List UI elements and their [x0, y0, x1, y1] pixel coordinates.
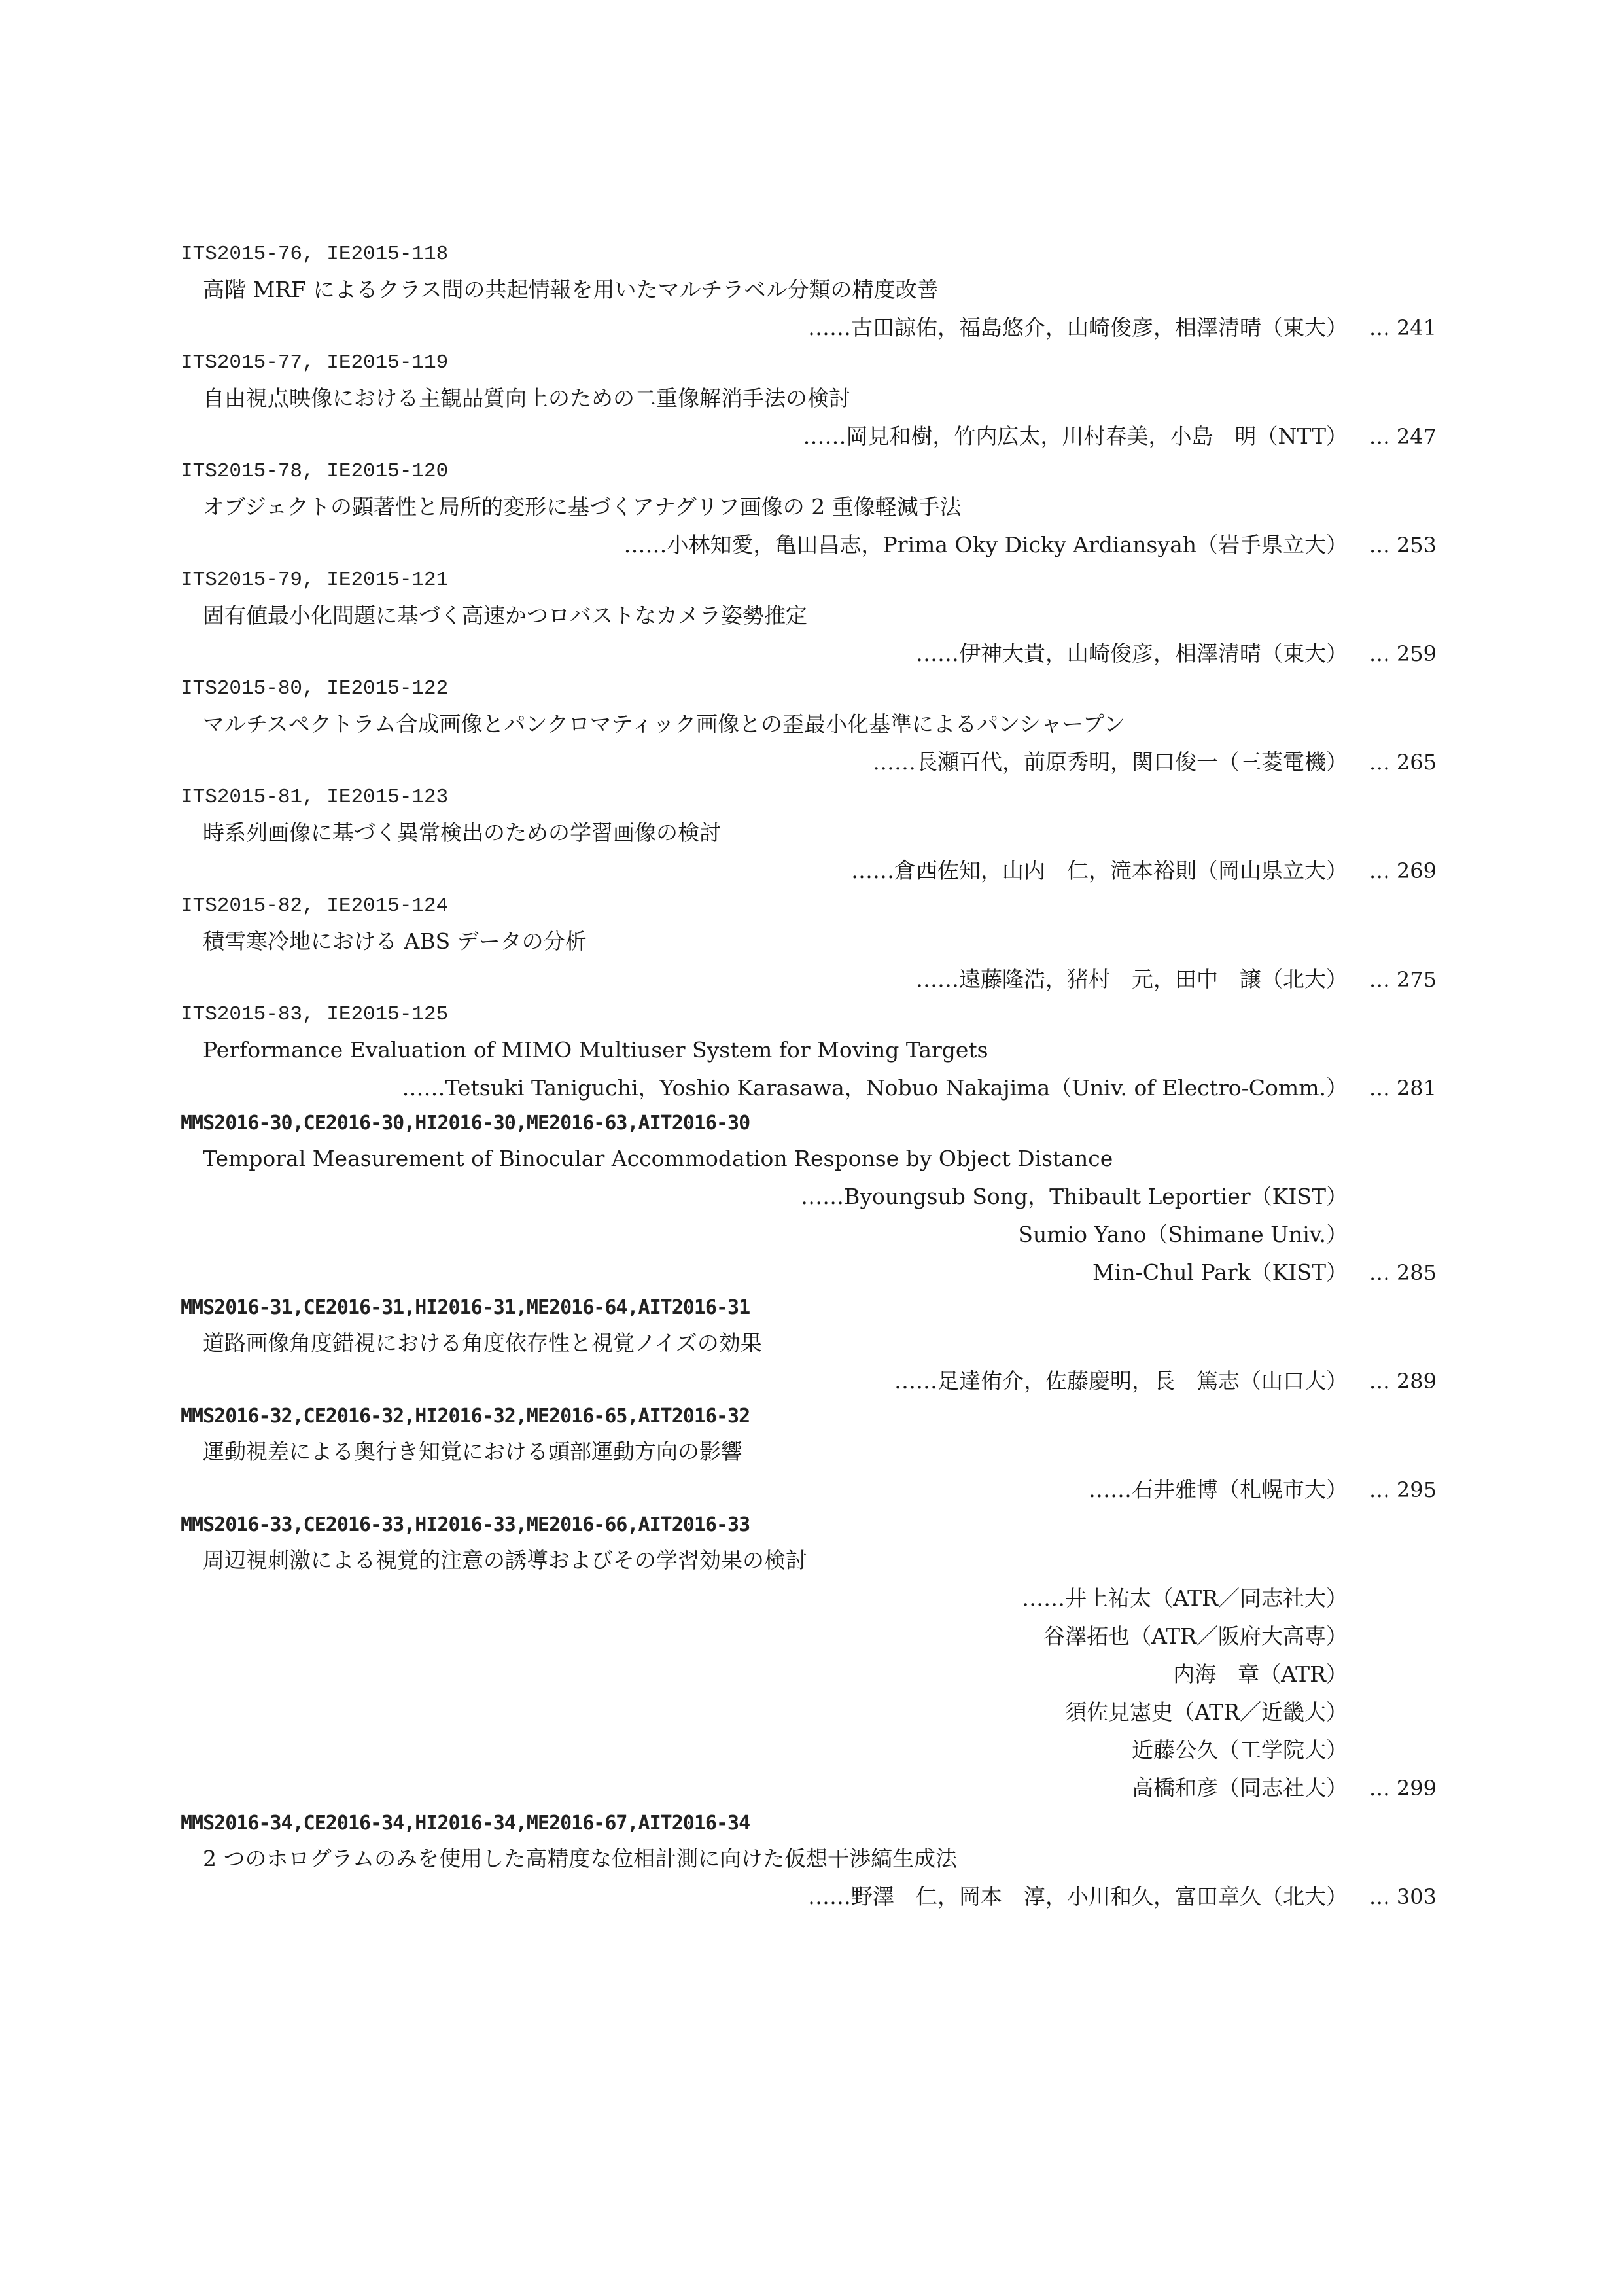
paper-title: 周辺視刺激による視覚的注意の誘導およびその学習効果の検討 [203, 1547, 807, 1573]
author-line [181, 1362, 1437, 1400]
author-names: ……遠藤隆浩，猪村 元，田中 譲（北大） [916, 966, 1348, 992]
paper-code: ITS2015-83, IE2015-125 [181, 1003, 449, 1026]
author-names: Min-Chul Park（KIST） [1092, 1260, 1348, 1285]
page-number: … 265 [1369, 750, 1437, 775]
paper-title: 高階 MRF によるクラス間の共起情報を用いたマルチラベル分類の精度改善 [203, 277, 939, 302]
page-number: … 281 [1369, 1076, 1437, 1101]
page-number: … 259 [1369, 641, 1437, 666]
author-names: 内海 章（ATR） [1173, 1661, 1348, 1687]
author-names: ……Byoungsub Song，Thibault Leportier（KIST） [801, 1184, 1348, 1209]
paper-title: 2 つのホログラムのみを使用した高精度な位相計測に向けた仮想干渉縞生成法 [203, 1846, 958, 1871]
author-names: ……野澤 仁，岡本 淳，小川和久，富田章久（北大） [808, 1884, 1348, 1909]
author-names: ……石井雅博（札幌市大） [1089, 1477, 1348, 1502]
author-line [181, 961, 1437, 998]
toc-entry [181, 673, 1437, 781]
paper-code: MMS2016-31,CE2016-31,HI2016-31,ME2016-64,AIT2016-31 [181, 1296, 750, 1319]
author-names: ……長瀬百代，前原秀明，関口俊一（三菱電機） [873, 749, 1348, 775]
paper-code: ITS2015-77, IE2015-119 [181, 351, 449, 374]
author-line [181, 1580, 1437, 1617]
page-number: … 299 [1369, 1776, 1437, 1801]
toc-entry [181, 1807, 1437, 1916]
author-line [181, 1655, 1437, 1693]
author-line [181, 852, 1437, 890]
toc-entry [181, 1292, 1437, 1400]
paper-title: Performance Evaluation of MIMO Multiuser System for Moving Targets [203, 1037, 988, 1063]
author-line [181, 1254, 1437, 1292]
author-names: ……小林知愛，亀田昌志，Prima Oky Dicky Ardiansyah（岩手県立大） [623, 532, 1348, 557]
toc-entry [181, 347, 1437, 455]
author-names: 近藤公久（工学院大） [1132, 1737, 1348, 1763]
page-number: … 247 [1369, 424, 1437, 449]
author-line [181, 309, 1437, 347]
table-of-contents [181, 238, 1437, 1916]
paper-code: MMS2016-30,CE2016-30,HI2016-30,ME2016-63,AIT2016-30 [181, 1112, 750, 1135]
paper-title: 固有値最小化問題に基づく高速かつロバストなカメラ姿勢推定 [203, 603, 807, 628]
toc-entry [181, 238, 1437, 347]
paper-code: MMS2016-33,CE2016-33,HI2016-33,ME2016-66,AIT2016-33 [181, 1513, 750, 1536]
author-line [181, 1178, 1437, 1216]
paper-title: 自由視点映像における主観品質向上のための二重像解消手法の検討 [203, 385, 850, 411]
author-line [181, 635, 1437, 673]
page-number: … 289 [1369, 1369, 1437, 1394]
toc-entry [181, 998, 1437, 1107]
author-line [181, 1693, 1437, 1731]
paper-title: オブジェクトの顕著性と局所的変形に基づくアナグリフ画像の 2 重像軽減手法 [203, 494, 962, 520]
paper-code: MMS2016-32,CE2016-32,HI2016-32,ME2016-65,AIT2016-32 [181, 1405, 750, 1428]
paper-title: 道路画像角度錯視における角度依存性と視覚ノイズの効果 [203, 1330, 762, 1356]
author-line [181, 1878, 1437, 1916]
author-line [181, 743, 1437, 781]
paper-code: ITS2015-78, IE2015-120 [181, 460, 449, 483]
toc-entry [181, 1107, 1437, 1292]
toc-entry [181, 890, 1437, 998]
toc-entry [181, 1400, 1437, 1509]
paper-code: ITS2015-76, IE2015-118 [181, 243, 449, 266]
paper-title: マルチスペクトラム合成画像とパンクロマティック画像との歪最小化基準によるパンシャープン [203, 711, 1125, 737]
page-number: … 241 [1369, 315, 1437, 340]
author-names: ……足達侑介，佐藤慶明，長 篤志（山口大） [894, 1368, 1348, 1394]
paper-title: 時系列画像に基づく異常検出のための学習画像の検討 [203, 820, 721, 845]
author-names: ……岡見和樹，竹内広太，川村春美，小島 明（NTT） [803, 423, 1348, 449]
author-line [181, 1471, 1437, 1509]
author-names: ……倉西佐知，山内 仁，滝本裕則（岡山県立大） [851, 858, 1348, 883]
toc-entry [181, 781, 1437, 890]
author-names: 谷澤拓也（ATR／阪府大高専） [1043, 1623, 1348, 1649]
paper-title: 積雪寒冷地における ABS データの分析 [203, 928, 587, 954]
author-line [181, 526, 1437, 564]
page-number: … 253 [1369, 533, 1437, 557]
author-names: ……井上祐太（ATR／同志社大） [1022, 1585, 1348, 1611]
page-number: … 269 [1369, 858, 1437, 883]
paper-code: ITS2015-79, IE2015-121 [181, 569, 449, 592]
author-line [181, 1617, 1437, 1655]
author-names: ……Tetsuki Taniguchi，Yoshio Karasawa，Nobuo Nakajima（Univ. of Electro-Comm.） [402, 1075, 1348, 1101]
page-number: … 295 [1369, 1477, 1437, 1502]
author-line [181, 417, 1437, 455]
paper-code: ITS2015-81, IE2015-123 [181, 786, 449, 809]
author-line [181, 1731, 1437, 1769]
page-number: … 275 [1369, 967, 1437, 992]
paper-code: MMS2016-34,CE2016-34,HI2016-34,ME2016-67,AIT2016-34 [181, 1812, 750, 1835]
paper-code: ITS2015-80, IE2015-122 [181, 677, 449, 700]
author-line [181, 1769, 1437, 1807]
toc-entry [181, 1509, 1437, 1807]
author-line [181, 1069, 1437, 1107]
page-number: … 285 [1369, 1260, 1437, 1285]
author-line [181, 1216, 1437, 1254]
author-names: 高橋和彦（同志社大） [1132, 1775, 1348, 1801]
page-number: … 303 [1369, 1884, 1437, 1909]
author-names: ……伊神大貴，山崎俊彦，相澤清晴（東大） [916, 641, 1348, 666]
author-names: ……古田諒佑，福島悠介，山崎俊彦，相澤清晴（東大） [808, 315, 1348, 340]
author-names: 須佐見憲史（ATR／近畿大） [1065, 1699, 1348, 1725]
paper-code: ITS2015-82, IE2015-124 [181, 894, 449, 917]
paper-title: Temporal Measurement of Binocular Accommodation Response by Object Distance [203, 1146, 1113, 1171]
author-names: Sumio Yano（Shimane Univ.） [1018, 1222, 1348, 1247]
toc-entry [181, 455, 1437, 564]
toc-entry [181, 564, 1437, 673]
paper-title: 運動視差による奥行き知覚における頭部運動方向の影響 [203, 1439, 742, 1464]
